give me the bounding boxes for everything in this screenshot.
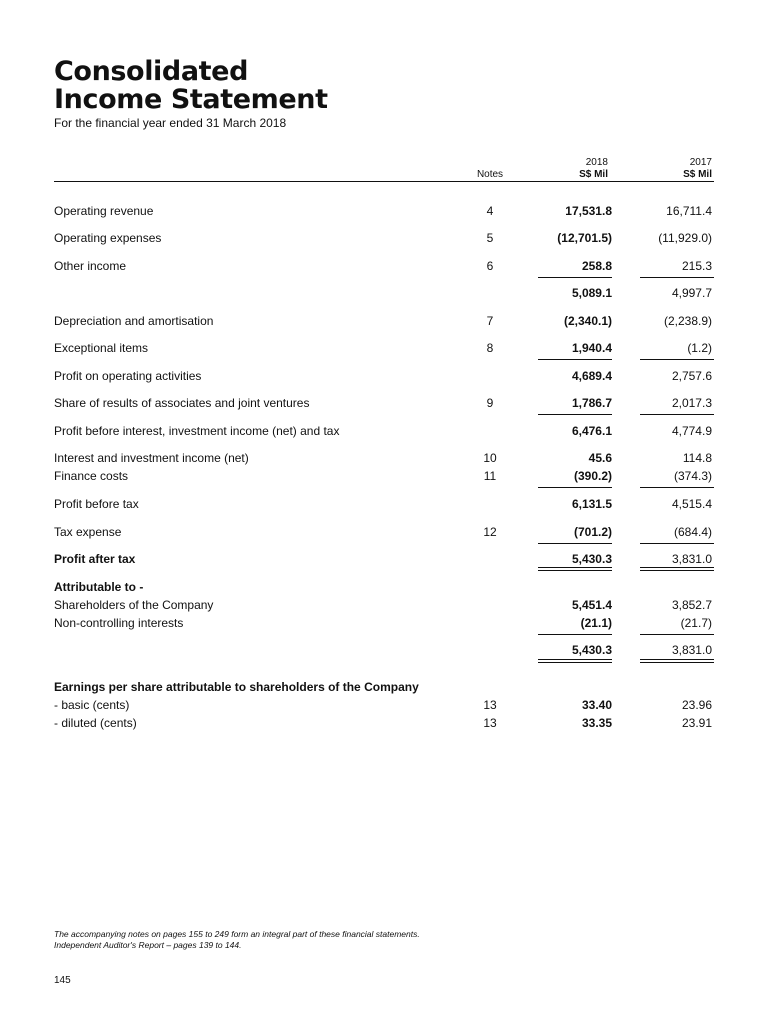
- row-note: 9: [486, 396, 494, 410]
- table-row: [0, 231, 768, 245]
- value-2018: 17,531.8: [565, 204, 612, 218]
- value-2018: 5,451.4: [571, 598, 612, 612]
- value-2017: 3,831.0: [671, 643, 712, 657]
- subtotal-rule-2017: [640, 634, 714, 635]
- subtotal-rule-2018: [538, 487, 612, 488]
- value-2017: 2,017.3: [671, 396, 712, 410]
- table-row: [0, 259, 768, 273]
- value-2017: 114.8: [682, 451, 712, 465]
- subtotal-rule-2017: [640, 487, 714, 488]
- table-row: [0, 204, 768, 218]
- table-row: [0, 314, 768, 328]
- value-2018: (390.2): [573, 469, 612, 483]
- table-row: [0, 643, 768, 657]
- value-2018: 33.40: [581, 698, 612, 712]
- value-2017: (2,238.9): [663, 314, 712, 328]
- double-rule-2017-a: [640, 659, 714, 660]
- header-divider: [54, 181, 714, 182]
- value-2017: 4,515.4: [671, 497, 712, 511]
- table-row: [0, 286, 768, 300]
- unit-label-2018: S$ Mil: [579, 169, 608, 180]
- value-2018: (701.2): [573, 525, 612, 539]
- value-2017: 16,711.4: [666, 204, 712, 218]
- notes-header-label: Notes: [476, 169, 504, 180]
- row-label: Earnings per share attributable to shareholders of the Company: [54, 680, 419, 694]
- value-2017: 4,997.7: [671, 286, 712, 300]
- table-row: [0, 552, 768, 566]
- value-2018: 45.6: [588, 451, 612, 465]
- row-label: Exceptional items: [54, 341, 149, 355]
- row-label: Profit after tax: [54, 552, 136, 566]
- table-row: [0, 396, 768, 410]
- row-note: 10: [483, 451, 497, 465]
- table-row: [0, 598, 768, 612]
- notes-column-header: [470, 169, 510, 181]
- value-2017: (684.4): [673, 525, 712, 539]
- row-label: Profit before interest, investment income (net) and tax: [54, 424, 340, 438]
- value-2018: 1,786.7: [571, 396, 612, 410]
- value-2018: 258.8: [581, 259, 612, 273]
- value-2018: 6,131.5: [571, 497, 612, 511]
- row-note: 5: [486, 231, 494, 245]
- row-label: Other income: [54, 259, 127, 273]
- row-label: Profit on operating activities: [54, 369, 202, 383]
- subtotal-rule-2017: [640, 277, 714, 278]
- value-2018: 5,089.1: [571, 286, 612, 300]
- table-row: [0, 369, 768, 383]
- double-rule-2017-b: [640, 662, 714, 663]
- double-rule-2017-b: [640, 570, 714, 571]
- subtotal-rule-2018: [538, 277, 612, 278]
- double-rule-2018-b: [538, 662, 612, 663]
- table-row: [0, 680, 768, 694]
- subtotal-rule-2017: [640, 543, 714, 544]
- footnote-line-2: Independent Auditor's Report – pages 139 to 144.: [54, 940, 242, 950]
- row-label: Tax expense: [54, 525, 122, 539]
- value-2018: 33.35: [581, 716, 612, 730]
- page-number: 145: [54, 975, 71, 986]
- table-row: [0, 716, 768, 730]
- subtotal-rule-2018: [538, 543, 612, 544]
- row-label: Non-controlling interests: [54, 616, 184, 630]
- row-label: Interest and investment income (net): [54, 451, 249, 465]
- unit-label-2017: S$ Mil: [683, 169, 712, 180]
- double-rule-2017-a: [640, 567, 714, 568]
- row-note: 13: [483, 716, 497, 730]
- row-note: 6: [486, 259, 494, 273]
- value-2018: 5,430.3: [571, 552, 612, 566]
- value-2017: (21.7): [680, 616, 712, 630]
- row-label: Depreciation and amortisation: [54, 314, 214, 328]
- value-2017: 215.3: [681, 259, 712, 273]
- footnote-line-1: The accompanying notes on pages 155 to 249 form an integral part of these financial statements.: [54, 929, 420, 939]
- row-label: Operating expenses: [54, 231, 162, 245]
- value-2017: 3,831.0: [671, 552, 712, 566]
- table-row: [0, 341, 768, 355]
- page-title: [54, 58, 328, 114]
- value-2017: 23.96: [681, 698, 712, 712]
- column-header-2018: [579, 157, 608, 181]
- row-note: 11: [483, 469, 497, 483]
- value-2018: 4,689.4: [571, 369, 612, 383]
- value-2018: 5,430.3: [571, 643, 612, 657]
- subtotal-rule-2018: [538, 634, 612, 635]
- table-row: [0, 424, 768, 438]
- value-2018: 6,476.1: [571, 424, 612, 438]
- column-header-2017: [683, 157, 712, 181]
- value-2018: (2,340.1): [563, 314, 612, 328]
- title-line-2: Income Statement: [54, 84, 328, 115]
- subtotal-rule-2018: [538, 359, 612, 360]
- double-rule-2018-a: [538, 567, 612, 568]
- value-2017: 3,852.7: [671, 598, 712, 612]
- row-label: Shareholders of the Company: [54, 598, 214, 612]
- row-label: - basic (cents): [54, 698, 130, 712]
- value-2017: 23.91: [681, 716, 712, 730]
- table-row: [0, 580, 768, 594]
- year-label-2017: 2017: [689, 157, 712, 168]
- row-label: Finance costs: [54, 469, 129, 483]
- value-2017: 4,774.9: [671, 424, 712, 438]
- row-note: 13: [483, 698, 497, 712]
- row-label: Attributable to -: [54, 580, 144, 594]
- title-line-1: Consolidated: [54, 56, 249, 87]
- double-rule-2018-b: [538, 570, 612, 571]
- row-label: Profit before tax: [54, 497, 139, 511]
- row-note: 7: [486, 314, 494, 328]
- row-note: 8: [486, 341, 494, 355]
- subtotal-rule-2017: [640, 414, 714, 415]
- value-2018: (12,701.5): [557, 231, 612, 245]
- page-subtitle: For the financial year ended 31 March 2018: [54, 116, 287, 130]
- value-2017: (11,929.0): [658, 231, 712, 245]
- double-rule-2018-a: [538, 659, 612, 660]
- value-2017: (374.3): [673, 469, 712, 483]
- value-2017: (1.2): [687, 341, 712, 355]
- row-label: Operating revenue: [54, 204, 154, 218]
- row-note: 4: [486, 204, 494, 218]
- row-label: Share of results of associates and joint ventures: [54, 396, 310, 410]
- table-row: [0, 525, 768, 539]
- footnote: [54, 929, 420, 951]
- subtotal-rule-2018: [538, 414, 612, 415]
- table-row: [0, 698, 768, 712]
- value-2018: (21.1): [580, 616, 612, 630]
- value-2018: 1,940.4: [571, 341, 612, 355]
- year-label-2018: 2018: [585, 157, 608, 168]
- table-row: [0, 616, 768, 630]
- row-note: 12: [483, 525, 497, 539]
- table-row: [0, 451, 768, 465]
- row-label: - diluted (cents): [54, 716, 137, 730]
- table-row: [0, 497, 768, 511]
- subtotal-rule-2017: [640, 359, 714, 360]
- table-row: [0, 469, 768, 483]
- value-2017: 2,757.6: [671, 369, 712, 383]
